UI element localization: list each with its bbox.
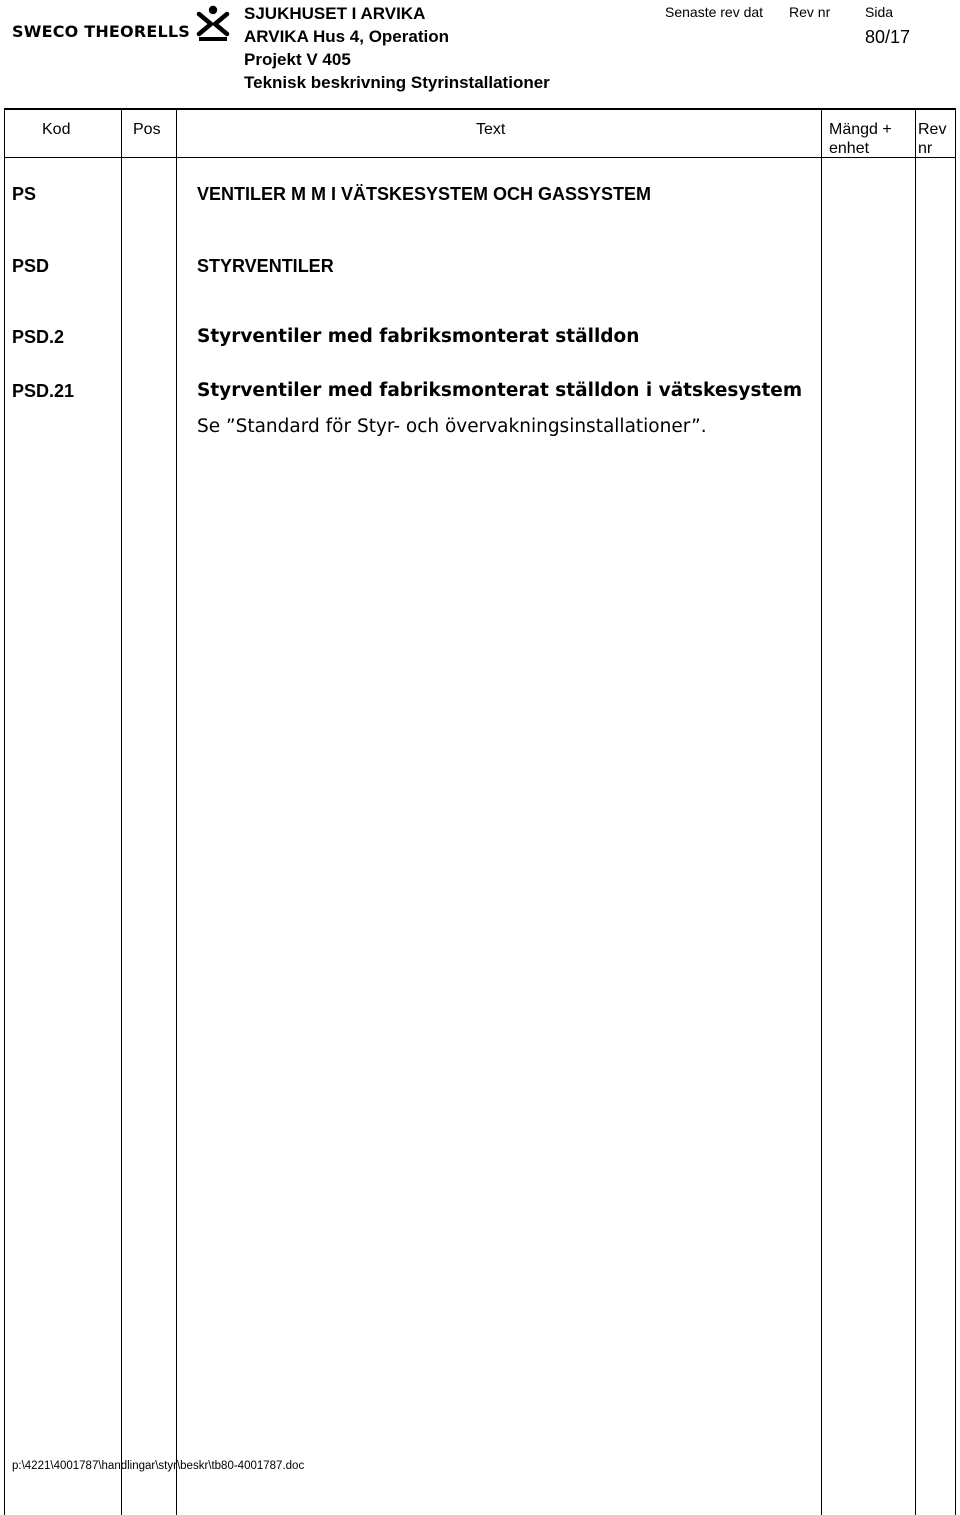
row-code-psd-2: PSD.2	[12, 327, 65, 347]
column-header-kod: Kod	[42, 121, 71, 138]
pos-text-divider	[176, 108, 177, 1515]
row-heading-psd-21: Styrventiler med fabriksmonterat ställdon i vätskesystem	[197, 380, 803, 401]
column-header-enhet: enhet	[829, 140, 870, 157]
column-header-mangd: Mängd +	[829, 121, 892, 138]
table-top-border	[4, 108, 956, 110]
row-code-psd: PSD	[12, 256, 50, 276]
column-header-text: Text	[476, 121, 506, 138]
row-heading-psd: STYRVENTILER	[197, 256, 334, 276]
row-heading-psd-2: Styrventiler med fabriksmonterat ställdon	[197, 326, 640, 347]
table-right-border	[955, 108, 956, 1515]
row-heading-ps: VENTILER M M I VÄTSKESYSTEM OCH GASSYSTEM	[197, 184, 652, 204]
table-left-border	[4, 108, 5, 1515]
page-number: 80/17	[865, 27, 911, 47]
text-mangd-divider	[821, 108, 822, 1515]
column-header-rev: Rev	[918, 121, 947, 138]
column-header-pos: Pos	[133, 121, 161, 138]
project-hospital: SJUKHUSET I ARVIKA	[244, 4, 426, 23]
row-code-ps: PS	[12, 184, 37, 204]
row-code-psd-21: PSD.21	[12, 381, 75, 401]
footer-file-path: p:\4221\4001787\handlingar\styr\beskr\tb80-4001787.doc	[12, 1460, 305, 1472]
rev-nr-label: Rev nr	[789, 4, 831, 20]
project-building: ARVIKA Hus 4, Operation	[244, 27, 449, 46]
column-header-divider	[4, 157, 956, 158]
row-note-standard: Se ”Standard för Styr- och övervakningsinstallationer”.	[197, 416, 707, 437]
senaste-rev-dat-label: Senaste rev dat	[665, 4, 764, 20]
document-title: Teknisk beskrivning Styrinstallationer	[244, 73, 550, 92]
mangd-rev-divider	[915, 108, 916, 1515]
sweco-logo-icon	[196, 4, 230, 42]
sida-label: Sida	[865, 4, 894, 20]
company-logo-text: SWECO THEORELLS	[12, 22, 191, 41]
project-number: Projekt V 405	[244, 50, 351, 69]
kod-pos-divider	[121, 108, 122, 1515]
column-header-nr: nr	[918, 140, 933, 157]
